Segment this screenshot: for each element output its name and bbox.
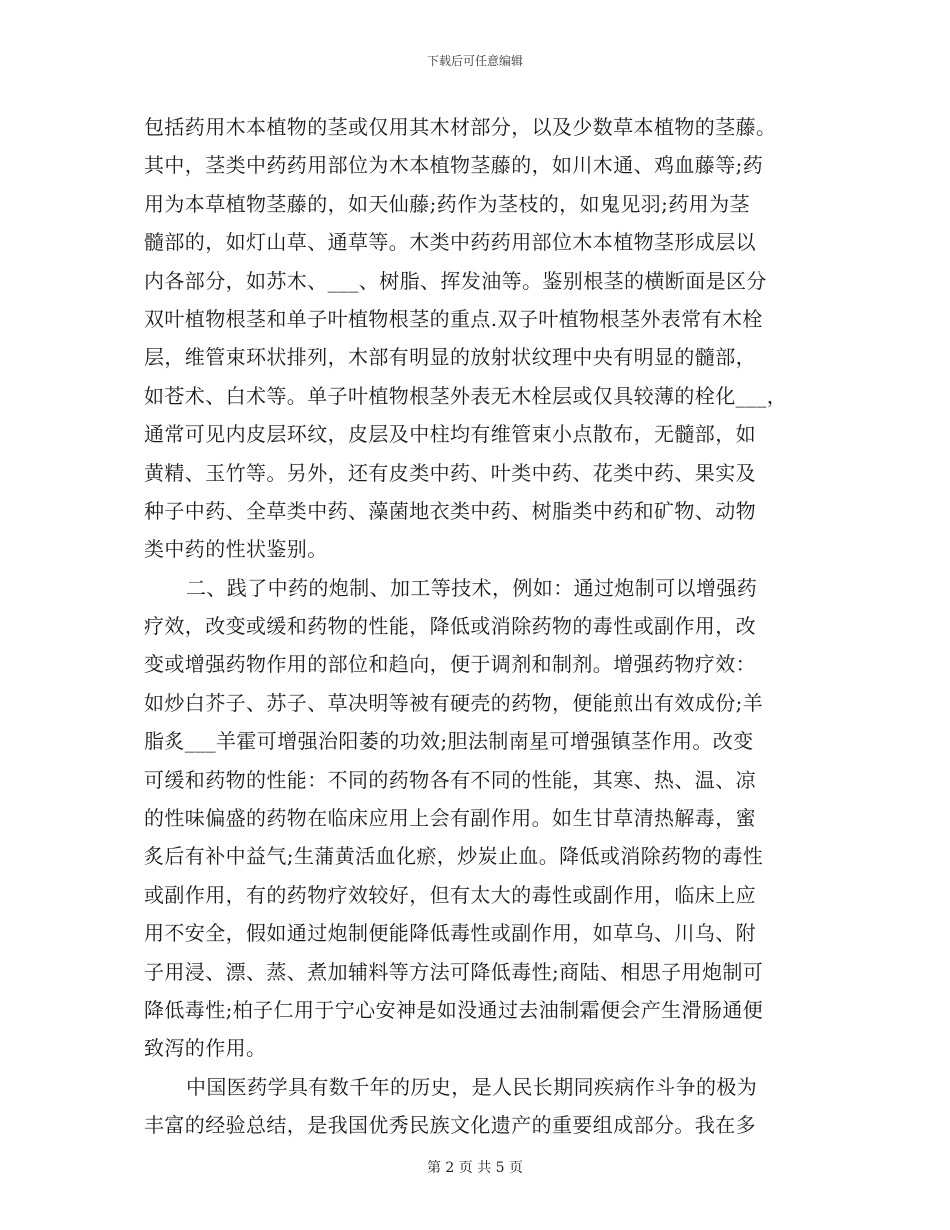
text-line: 子用浸、漂、蒸、煮加辅料等方法可降低毒性;商陆、相思子用炮制可 <box>144 959 764 984</box>
text-line: 包括药用木本植物的茎或仅用其木材部分，以及少数草本植物的茎藤。 <box>144 115 777 139</box>
text-line: 髓部的，如灯山草、通草等。木类中药药用部位木本植物茎形成层以 <box>144 230 756 255</box>
text-line: 脂炙___羊霍可增强治阳萎的功效;胆法制南星可增强镇茎作用。改变 <box>144 729 754 754</box>
text-line: 疗效，改变或缓和药物的性能，降低或消除药物的毒性或副作用，改 <box>144 614 756 639</box>
text-line: 可缓和药物的性能：不同的药物各有不同的性能，其寒、热、温、凉 <box>144 767 756 792</box>
text-line: 降低毒性;柏子仁用于宁心安神是如没通过去油制霜便会产生滑肠通便 <box>144 997 764 1022</box>
text-line: 层，维管束环状排列，木部有明显的放射状纹理中央有明显的髓部， <box>144 345 756 370</box>
text-line: 用为本草植物茎藤的，如天仙藤;药作为茎枝的，如鬼见羽;药用为茎 <box>144 191 750 216</box>
text-line: 用不安全，假如通过炮制便能降低毒性或副作用，如草乌、川乌、附 <box>144 921 756 946</box>
text-line: 其中，茎类中药药用部位为木本植物茎藤的，如川木通、鸡血藤等;药 <box>144 153 764 178</box>
text-line: 黄精、玉竹等。另外，还有皮类中药、叶类中药、花类中药、果实及 <box>144 460 756 485</box>
text-line: 如炒白芥子、苏子、草决明等被有硬壳的药物，便能煎出有效成份;羊 <box>144 690 764 715</box>
text-line: 通常可见内皮层环纹，皮层及中柱均有维管束小点散布，无髓部，如 <box>144 422 756 447</box>
page-footer: 第 2 页 共 5 页 <box>426 1160 524 1176</box>
text-line: 内各部分，如苏木、___、树脂、挥发油等。鉴别根茎的横断面是区分 <box>144 268 767 293</box>
page-header: 下载后可任意编辑 <box>426 54 523 68</box>
text-line: 如苍术、白术等。单子叶植物根茎外表无木栓层或仅具较薄的栓化___， <box>144 383 788 408</box>
text-line: 变或增强药物作用的部位和趋向，便于调剂和制剂。增强药物疗效： <box>144 652 756 677</box>
text-line: 种子中药、全草类中药、藻菌地衣类中药、树脂类中药和矿物、动物 <box>144 498 756 523</box>
text-line: 炙后有补中益气;生蒲黄活血化瘀，炒炭止血。降低或消除药物的毒性 <box>144 844 764 869</box>
text-line: 类中药的性状鉴别。 <box>144 537 328 562</box>
text-line: 二、践了中药的炮制、加工等技术，例如：通过炮制可以增强药 <box>186 575 758 600</box>
text-line: 丰富的经验总结，是我国优秀民族文化遗产的重要组成部分。我在多 <box>144 1113 756 1138</box>
text-line: 致泻的作用。 <box>144 1036 267 1061</box>
text-line: 的性味偏盛的药物在临床应用上会有副作用。如生甘草清热解毒，蜜 <box>144 806 756 831</box>
text-line: 或副作用，有的药物疗效较好，但有太大的毒性或副作用，临床上应 <box>144 882 756 907</box>
document-body <box>144 108 814 1145</box>
text-line: 中国医药学具有数千年的历史，是人民长期同疾病作斗争的极为 <box>186 1074 758 1099</box>
text-line: 双叶植物根茎和单子叶植物根茎的重点.双子叶植物根茎外表常有木栓 <box>144 306 763 331</box>
